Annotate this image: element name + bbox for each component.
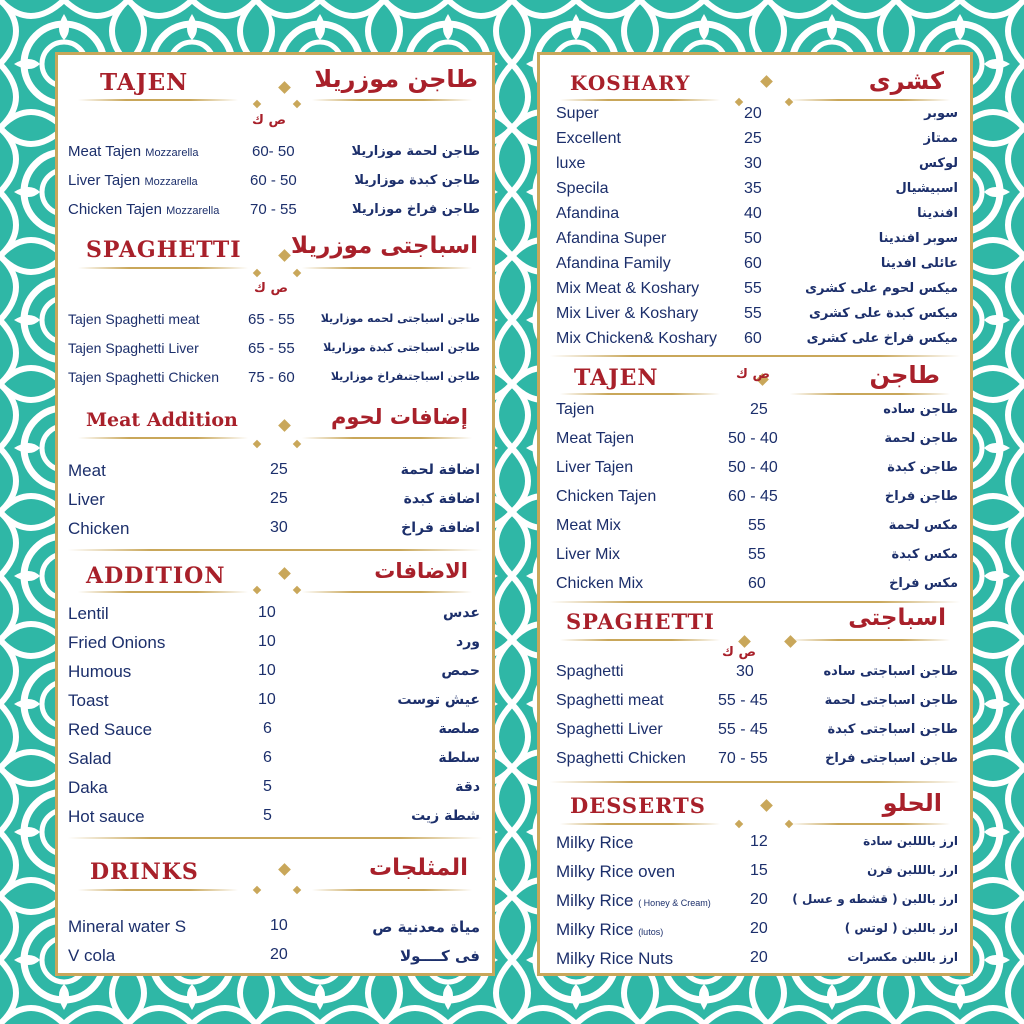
item-name-ar: عدس — [443, 605, 480, 621]
section-title-en: Meat Addition — [86, 409, 238, 431]
item-name-ar: طاجن اسباجتى لحمة — [824, 693, 958, 708]
item-name-en: Liver Mix — [556, 546, 621, 563]
item-name-en: Spaghetti Liver — [556, 721, 663, 738]
item-price: 50 - 40 — [728, 459, 778, 476]
item-price: 55 — [744, 280, 762, 297]
menu-item-row — [540, 428, 970, 456]
gold-underline — [78, 591, 248, 593]
section-title-ar: المثلجات — [368, 855, 468, 881]
size-labels: ص ك — [722, 645, 756, 660]
item-name-en: Mix Chicken& Koshary — [556, 330, 717, 347]
gold-underline — [790, 639, 950, 641]
item-name-en: Meat Tajen Mozzarella — [68, 143, 199, 160]
item-name-en: V cola — [68, 946, 116, 965]
item-name-ar: ارز بالللبن سادة — [863, 834, 958, 848]
item-name-en: Chicken Tajen Mozzarella — [68, 201, 220, 218]
item-name-ar: مكس كبدة — [891, 547, 958, 562]
item-name-en: Liver Tajen — [556, 459, 634, 476]
menu-item-row — [540, 253, 970, 281]
menu-item-row — [540, 303, 970, 331]
section-title-en: DESSERTS — [570, 793, 706, 818]
menu-item-row — [540, 719, 970, 747]
section-divider — [68, 549, 482, 551]
menu-item-row — [540, 748, 970, 776]
item-name-en: Humous — [68, 662, 132, 681]
item-name-en: Tajen Spaghetti Liver — [68, 340, 199, 356]
section-title-ar: اسباجتى موزريلا — [290, 233, 478, 259]
item-name-ar: ورد — [456, 634, 480, 650]
menu-item-row — [540, 328, 970, 356]
section-title-ar: طاجن — [869, 361, 940, 389]
item-price: 6 — [263, 749, 272, 766]
item-price: 70 - 55 — [718, 750, 768, 767]
menu-item-row — [540, 457, 970, 485]
section-header-koshary — [540, 63, 970, 107]
menu-item-row — [58, 141, 492, 169]
menu-item-row — [540, 203, 970, 231]
section-header-meat-addition — [58, 401, 492, 445]
size-labels: ص ك — [254, 281, 288, 296]
item-name-ar: ميكس كبدة على كشرى — [808, 306, 958, 321]
item-name-en: Spaghetti — [556, 663, 624, 680]
item-price: 20 — [750, 920, 768, 937]
item-name-ar: عائلى افدينا — [880, 256, 958, 271]
item-name-ar: طاجن لحمة — [884, 431, 958, 446]
gold-underline — [302, 437, 472, 439]
item-name-ar: سوبر — [924, 106, 958, 121]
gold-underline — [560, 393, 720, 395]
item-price: 55 — [748, 517, 766, 534]
section-title-ar: الاضافات — [374, 559, 468, 583]
item-name-en: Meat Tajen — [556, 430, 634, 447]
size-labels: ص ك — [736, 367, 770, 382]
item-name-en: Afandina — [556, 205, 620, 222]
item-price: 20 — [750, 891, 768, 908]
item-price: 55 - 45 — [718, 721, 768, 738]
item-name-en: Specila — [556, 180, 609, 197]
item-name-en: Tajen Spaghetti meat — [68, 311, 200, 327]
menu-item-row — [540, 889, 970, 917]
section-title-en: TAJEN — [100, 69, 189, 96]
item-price: 15 — [750, 862, 768, 879]
item-name-en: Meat — [68, 461, 106, 480]
menu-item-row — [540, 153, 970, 181]
item-name-en: Hot sauce — [68, 807, 145, 826]
item-name-en: Super — [556, 105, 599, 122]
item-price: 20 — [750, 949, 768, 966]
menu-item-row — [540, 103, 970, 131]
section-title-en: SPAGHETTI — [86, 237, 242, 263]
menu-item-row — [540, 947, 970, 975]
item-name-ar: طاجن فراخ — [884, 489, 958, 504]
item-price: 35 — [744, 180, 762, 197]
item-name-ar: طاجن اسباجتى كبدة موزاريلا — [323, 341, 480, 354]
menu-item-row — [540, 860, 970, 888]
item-name-ar: ارز باللبن مكسرات — [847, 950, 958, 964]
item-name-en: Red Sauce — [68, 720, 153, 739]
gold-underline — [560, 639, 720, 641]
item-name-ar: اضافة كبدة — [403, 491, 480, 507]
item-name-en: Fried Onions — [68, 633, 166, 652]
diamond-ornament-icon — [278, 249, 291, 262]
menu-item-row — [58, 459, 492, 487]
item-price: 30 — [270, 519, 288, 536]
item-name-ar: مياة معدنية ص — [372, 918, 480, 936]
item-price: 10 — [258, 633, 276, 650]
item-price: 50 - 40 — [728, 430, 778, 447]
item-price: 55 — [748, 546, 766, 563]
menu-item-row — [540, 178, 970, 206]
menu-item-row — [58, 631, 492, 659]
item-price: 60- 50 — [252, 143, 295, 160]
gold-underline — [78, 267, 248, 269]
item-price: 12 — [750, 833, 768, 850]
gold-underline — [790, 823, 950, 825]
item-name-ar: اضافة لحمة — [400, 462, 480, 478]
item-name-ar: ممتاز — [923, 131, 958, 146]
menu-item-row — [540, 661, 970, 689]
item-price: 60 - 50 — [250, 172, 297, 189]
item-price: 65 - 55 — [248, 311, 295, 328]
section-header-spaghetti — [540, 601, 970, 645]
section-title-ar: اسباجتى — [848, 605, 946, 631]
item-price: 25 — [750, 401, 768, 418]
item-name-ar: سلطة — [438, 750, 480, 766]
section-title-en: SPAGHETTI — [566, 609, 715, 634]
gold-underline — [302, 591, 472, 593]
gold-underline — [78, 437, 248, 439]
menu-item-row — [58, 199, 492, 227]
item-name-ar: طاجن اسباجتى كبدة — [827, 722, 958, 737]
item-name-en: Toast — [68, 691, 109, 710]
section-divider — [550, 781, 960, 783]
section-title-en: ADDITION — [86, 563, 226, 589]
item-name-en: Milky Rice Nuts — [556, 949, 674, 968]
item-name-en: Excellent — [556, 130, 621, 147]
item-name-ar: مكس فراخ — [889, 576, 958, 591]
section-header-addition — [58, 555, 492, 599]
item-name-ar: صلصة — [438, 721, 480, 737]
menu-item-row — [58, 488, 492, 516]
item-name-ar: طاجن اسباجتى لحمه موزاريلا — [320, 312, 480, 325]
item-price: 70 - 55 — [250, 201, 297, 218]
item-name-ar: لوكس — [919, 156, 958, 171]
diamond-ornament-icon — [278, 81, 291, 94]
item-name-en: Mineral water S — [68, 917, 187, 936]
section-title-ar: الحلو — [882, 789, 942, 817]
menu-item-row — [58, 660, 492, 688]
item-name-ar: فى كــــولا — [399, 947, 480, 965]
item-name-ar: افندينا — [917, 206, 958, 221]
item-name-en: Chicken Tajen — [556, 488, 657, 505]
section-title-ar: طاجن موزريلا — [314, 65, 478, 93]
item-price: 60 - 45 — [728, 488, 778, 505]
item-price: 30 — [744, 155, 762, 172]
item-price: 25 — [270, 461, 288, 478]
item-name-ar: طاجن اسباجتى فراخ — [825, 751, 958, 766]
item-name-en: Spaghetti meat — [556, 692, 664, 709]
item-name-ar: ميكس لحوم على كشرى — [805, 281, 958, 296]
item-price: 10 — [258, 691, 276, 708]
gold-underline — [78, 99, 238, 101]
item-name-en: Tajen — [556, 401, 595, 418]
menu-item-row — [540, 918, 970, 946]
item-name-ar: اسبيشيال — [895, 181, 958, 196]
item-name-en: Chicken Mix — [556, 575, 644, 592]
menu-item-row — [58, 602, 492, 630]
item-name-ar: مكس لحمة — [888, 518, 958, 533]
item-name-en: Milky Rice (lutos) — [556, 920, 664, 939]
item-name-en: Milky Rice ( Honey & Cream) — [556, 891, 711, 910]
menu-item-row — [540, 544, 970, 572]
gold-underline — [312, 99, 472, 101]
item-name-ar: شطة زيت — [411, 808, 480, 824]
menu-panel-left — [55, 52, 495, 976]
section-title-en: DRINKS — [90, 859, 199, 885]
item-price: 50 — [744, 230, 762, 247]
menu-item-row — [58, 776, 492, 804]
gold-underline — [78, 889, 238, 891]
diamond-ornament-icon — [784, 635, 797, 648]
menu-item-row — [540, 690, 970, 718]
item-price: 40 — [744, 205, 762, 222]
item-name-ar: طاجن كبدة موزاريلا — [354, 173, 480, 188]
gold-underline — [790, 393, 950, 395]
item-name-ar: ارز باللبن ( لوتس ) — [844, 921, 958, 935]
menu-item-row — [58, 747, 492, 775]
item-name-ar: دقة — [455, 779, 480, 795]
menu-item-row — [58, 944, 492, 972]
item-name-ar: ارز باللبن ( قشطه و عسل ) — [792, 892, 958, 906]
item-price: 10 — [258, 662, 276, 679]
item-name-en: Meat Mix — [556, 517, 621, 534]
diamond-ornament-icon — [278, 863, 291, 876]
item-price: 6 — [263, 720, 272, 737]
item-price: 10 — [258, 604, 276, 621]
item-price: 60 — [744, 255, 762, 272]
diamond-ornament-icon — [278, 419, 291, 432]
item-name-ar: طاجن ساده — [883, 402, 958, 417]
section-header-tajen — [540, 357, 970, 401]
item-name-en: Milky Rice oven — [556, 862, 676, 881]
menu-item-row — [58, 309, 492, 337]
item-price: 60 — [744, 330, 762, 347]
section-title-ar: إضافات لحوم — [330, 405, 468, 429]
gold-underline — [790, 99, 950, 101]
item-price: 55 - 45 — [718, 692, 768, 709]
item-price: 25 — [744, 130, 762, 147]
menu-item-row — [58, 367, 492, 395]
menu-item-row — [58, 170, 492, 198]
gold-underline — [302, 267, 472, 269]
menu-item-row — [540, 515, 970, 543]
item-price: 5 — [263, 778, 272, 795]
diamond-ornament-icon — [278, 567, 291, 580]
item-name-ar: عيش توست — [397, 692, 480, 708]
menu-item-row — [58, 718, 492, 746]
size-labels: ص ك — [252, 113, 286, 128]
menu-item-row — [540, 228, 970, 256]
menu-item-row — [58, 689, 492, 717]
diamond-ornament-icon — [760, 799, 773, 812]
section-title-en: TAJEN — [574, 365, 659, 391]
menu-item-row — [540, 278, 970, 306]
item-price: 20 — [744, 105, 762, 122]
item-name-ar: اضافة فراخ — [401, 520, 480, 536]
item-price: 65 - 55 — [248, 340, 295, 357]
item-name-en: Daka — [68, 778, 108, 797]
gold-underline — [312, 889, 472, 891]
section-header-drinks — [58, 851, 492, 895]
gold-underline — [560, 99, 720, 101]
item-name-en: Chicken — [68, 519, 130, 538]
diamond-ornament-icon — [760, 75, 773, 88]
item-name-en: Spaghetti Chicken — [556, 750, 686, 767]
item-name-en: Liver — [68, 490, 105, 509]
section-header-spaghetti-mozzarella — [58, 229, 492, 273]
item-name-en: Salad — [68, 749, 112, 768]
menu-item-row — [540, 399, 970, 427]
menu-item-row — [540, 128, 970, 156]
item-name-ar: طاجن لحمة موزاريلا — [351, 144, 480, 159]
gold-underline — [560, 823, 720, 825]
item-name-en: Afandina Super — [556, 230, 667, 247]
menu-item-row — [58, 338, 492, 366]
menu-item-row — [540, 486, 970, 514]
item-price: 60 — [748, 575, 766, 592]
item-name-ar: ارز بالللبن فرن — [867, 863, 958, 877]
section-title-ar: كشرى — [868, 67, 944, 95]
item-price: 75 - 60 — [248, 369, 295, 386]
menu-item-row — [58, 517, 492, 545]
section-title-en: KOSHARY — [570, 71, 691, 95]
menu-item-row — [58, 915, 492, 943]
item-name-en: Liver Tajen Mozzarella — [68, 172, 198, 189]
item-name-ar: ميكس فراخ على كشرى — [806, 331, 958, 346]
item-name-ar: طاجن اسباجتىفراخ موزاريلا — [330, 370, 480, 383]
item-name-ar: طاجن اسباجتى ساده — [823, 664, 958, 679]
item-name-ar: سوبر افندينا — [878, 231, 958, 246]
menu-panel-right — [537, 52, 973, 976]
item-name-en: luxe — [556, 155, 586, 172]
item-name-ar: طاجن فراخ موزاريلا — [351, 202, 480, 217]
section-header-tajen-mozzarella — [58, 61, 492, 105]
item-name-ar: طاجن كبدة — [887, 460, 958, 475]
section-divider — [68, 837, 482, 839]
item-price: 20 — [270, 946, 288, 963]
item-name-en: Lentil — [68, 604, 109, 623]
item-price: 25 — [270, 490, 288, 507]
menu-item-row — [540, 831, 970, 859]
item-name-ar: حمص — [441, 663, 480, 679]
item-name-en: Mix Meat & Koshary — [556, 280, 700, 297]
item-name-en: Mix Liver & Koshary — [556, 305, 699, 322]
menu-item-row — [58, 805, 492, 833]
item-price: 5 — [263, 807, 272, 824]
item-price: 30 — [736, 663, 754, 680]
section-header-desserts — [540, 785, 970, 829]
item-price: 55 — [744, 305, 762, 322]
item-name-en: Milky Rice — [556, 833, 634, 852]
item-price: 10 — [270, 917, 288, 934]
item-name-en: Afandina Family — [556, 255, 671, 272]
item-name-en: Tajen Spaghetti Chicken — [68, 369, 219, 385]
menu-item-row — [540, 573, 970, 601]
